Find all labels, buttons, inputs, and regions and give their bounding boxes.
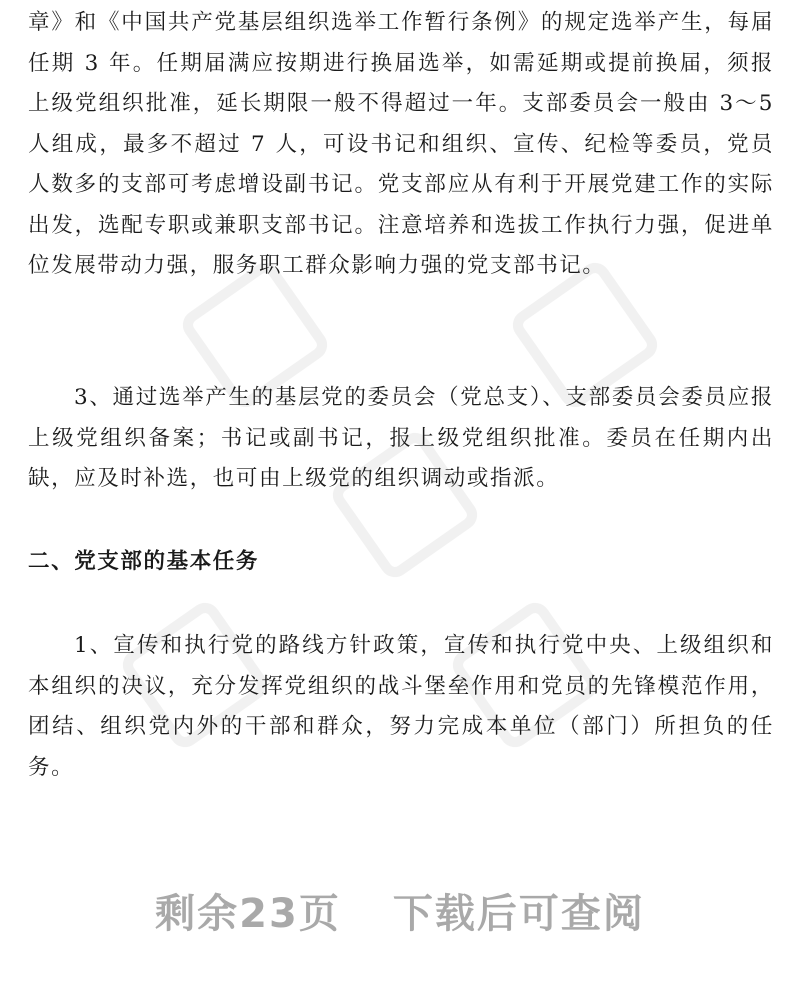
- body-paragraph: 章》和《中国共产党基层组织选举工作暂行条例》的规定选举产生，每届任期 3 年。任期届满应按期进行换届选举，如需延期或提前换届，须报上级党组织批准，延长期限一般不得超过一年。支部委员会一般由 3～5 人组成，最多不超过 7 人，可设书记和组织、宣传、纪检等委员，党员人数多的支部可考虑增设副书记。党支部应从有利于开展党建工作的实际出发，选配专职或兼职支部书记。注意培养和选拔工作执行力强，促进单位发展带动力强，服务职工群众影响力强的党支部书记。: [28, 10, 774, 278]
- body-paragraph: 1、宣传和执行党的路线方针政策，宣传和执行党中央、上级组织和本组织的决议，充分发挥党组织的战斗堡垒作用和党员的先锋模范作用，团结、组织党内外的干部和群众，努力完成本单位（部门）所担负的任务。: [28, 633, 774, 780]
- section-heading: 二、党支部的基本任务: [28, 549, 260, 574]
- download-prompt-banner[interactable]: [0, 884, 800, 944]
- download-to-view-label: 下载后可查阅: [392, 891, 645, 937]
- remaining-pages-label: 剩余23页: [155, 891, 341, 937]
- body-paragraph: 3、通过选举产生的基层党的委员会（党总支）、支部委员会委员应报上级党组织备案；书记或副书记，报上级党组织批准。委员在任期内出缺，应及时补选，也可由上级党的组织调动或指派。: [28, 385, 774, 491]
